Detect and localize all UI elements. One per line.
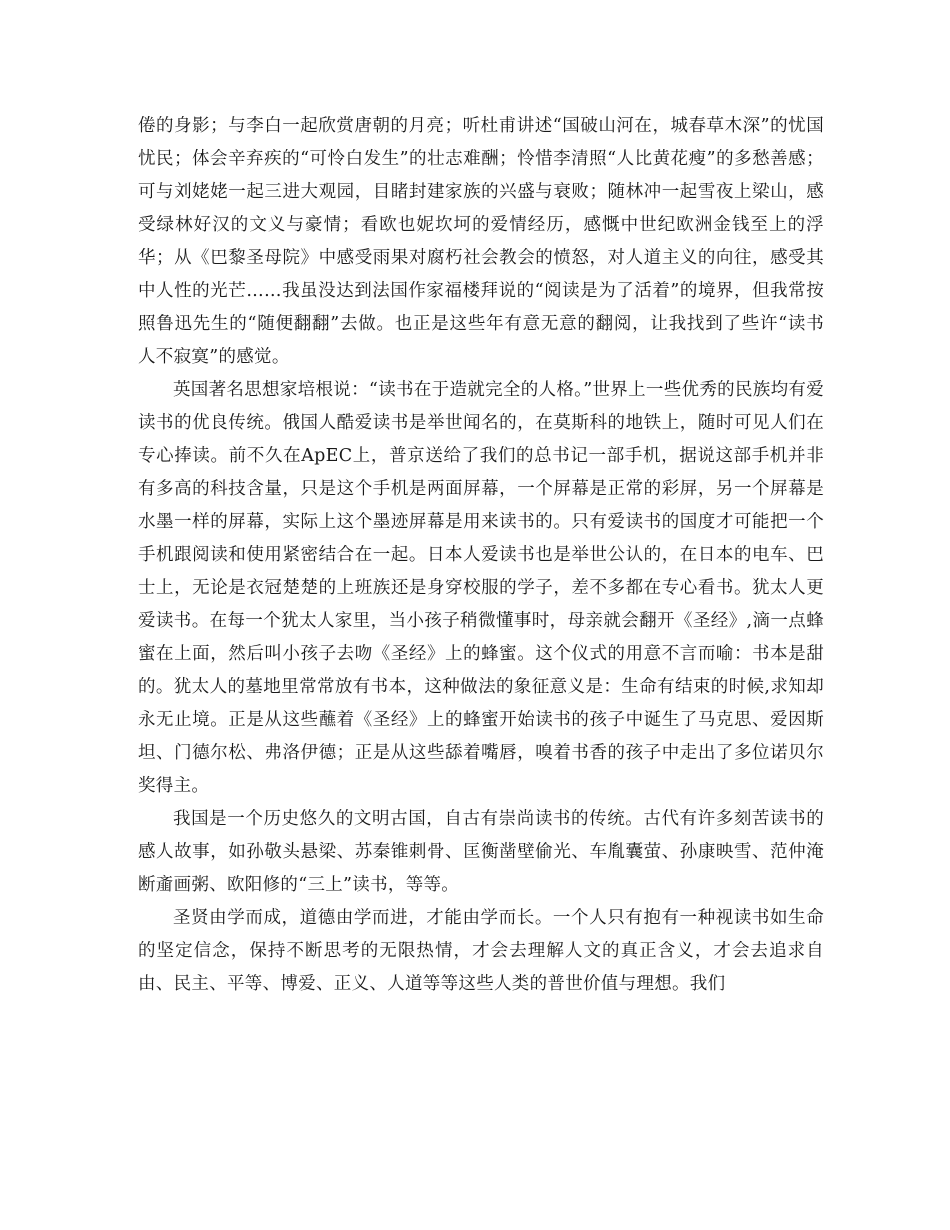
document-page — [138, 110, 824, 1001]
paragraph-sages-learning: 圣贤由学而成，道德由学而进，才能由学而长。一个人只有抱有一种视读书如生命的坚定信念，保持不断思考的无限热情，才会去理解人文的真正含义，才会去追求自由、民主、平等、博爱、正义、人道等等这些人类的普世价值与理想。我们 — [138, 908, 824, 994]
paragraph-bacon-reading: 英国著名思想家培根说：“读书在于造就完全的人格。”世界上一些优秀的民族均有爱读书的优良传统。俄国人酷爱读书是举世闻名的，在莫斯科的地铁上，随时可见人们在专心捧读。前不久在ApEC上，普京送给了我们的总书记一部手机，据说这部手机并非有多高的科技含量，只是这个手机是两面屏幕，一个屏幕是正常的彩屏，另一个屏幕是水墨一样的屏幕，实际上这个墨迹屏幕是用来读书的。只有爱读书的国度才可能把一个手机跟阅读和使用紧密结合在一起。日本人爱读书也是举世公认的，在日本的电车、巴士上，无论是衣冠楚楚的上班族还是身穿校服的学子，差不多都在专心看书。犹太人更爱读书。在每一个犹太人家里，当小孩子稍微懂事时，母亲就会翻开《圣经》,滴一点蜂蜜在上面，然后叫小孩子去吻《圣经》上的蜂蜜。这个仪式的用意不言而喻：书本是甜的。犹太人的墓地里常常放有书本，这种做法的象征意义是：生命有结束的时候,求知却永无止境。正是从这些蘸着《圣经》上的蜂蜜开始读书的孩子中诞生了马克思、爱因斯坦、门德尔松、弗洛伊德；正是从这些舔着嘴唇，嗅着书香的孩子中走出了多位诺贝尔奖得主。 — [138, 380, 824, 796]
paragraph-china-tradition: 我国是一个历史悠久的文明古国，自古有崇尚读书的传统。古代有许多刻苦读书的感人故事，如孙敬头悬梁、苏秦锥刺骨、匡衡凿壁偷光、车胤囊萤、孙康映雪、范仲淹断齑画粥、欧阳修的“三上”读书，等等。 — [138, 809, 824, 895]
paragraph-continued: 倦的身影；与李白一起欣赏唐朝的月亮；听杜甫讲述“国破山河在，城春草木深”的忧国忧民；体会辛弃疾的“可怜白发生”的壮志难酬；怜惜李清照“人比黄花瘦”的多愁善感；可与刘姥姥一起三进大观园，目睹封建家族的兴盛与衰败；随林冲一起雪夜上梁山，感受绿林好汉的文义与豪情；看欧也妮坎坷的爱情经历，感慨中世纪欧洲金钱至上的浮华；从《巴黎圣母院》中感受雨果对腐朽社会教会的愤怒，对人道主义的向往，感受其中人性的光芒……我虽没达到法国作家福楼拜说的“阅读是为了活着”的境界，但我常按照鲁迅先生的“随便翻翻”去做。也正是这些年有意无意的翻阅，让我找到了些许“读书人不寂寞”的感觉。 — [138, 116, 824, 367]
